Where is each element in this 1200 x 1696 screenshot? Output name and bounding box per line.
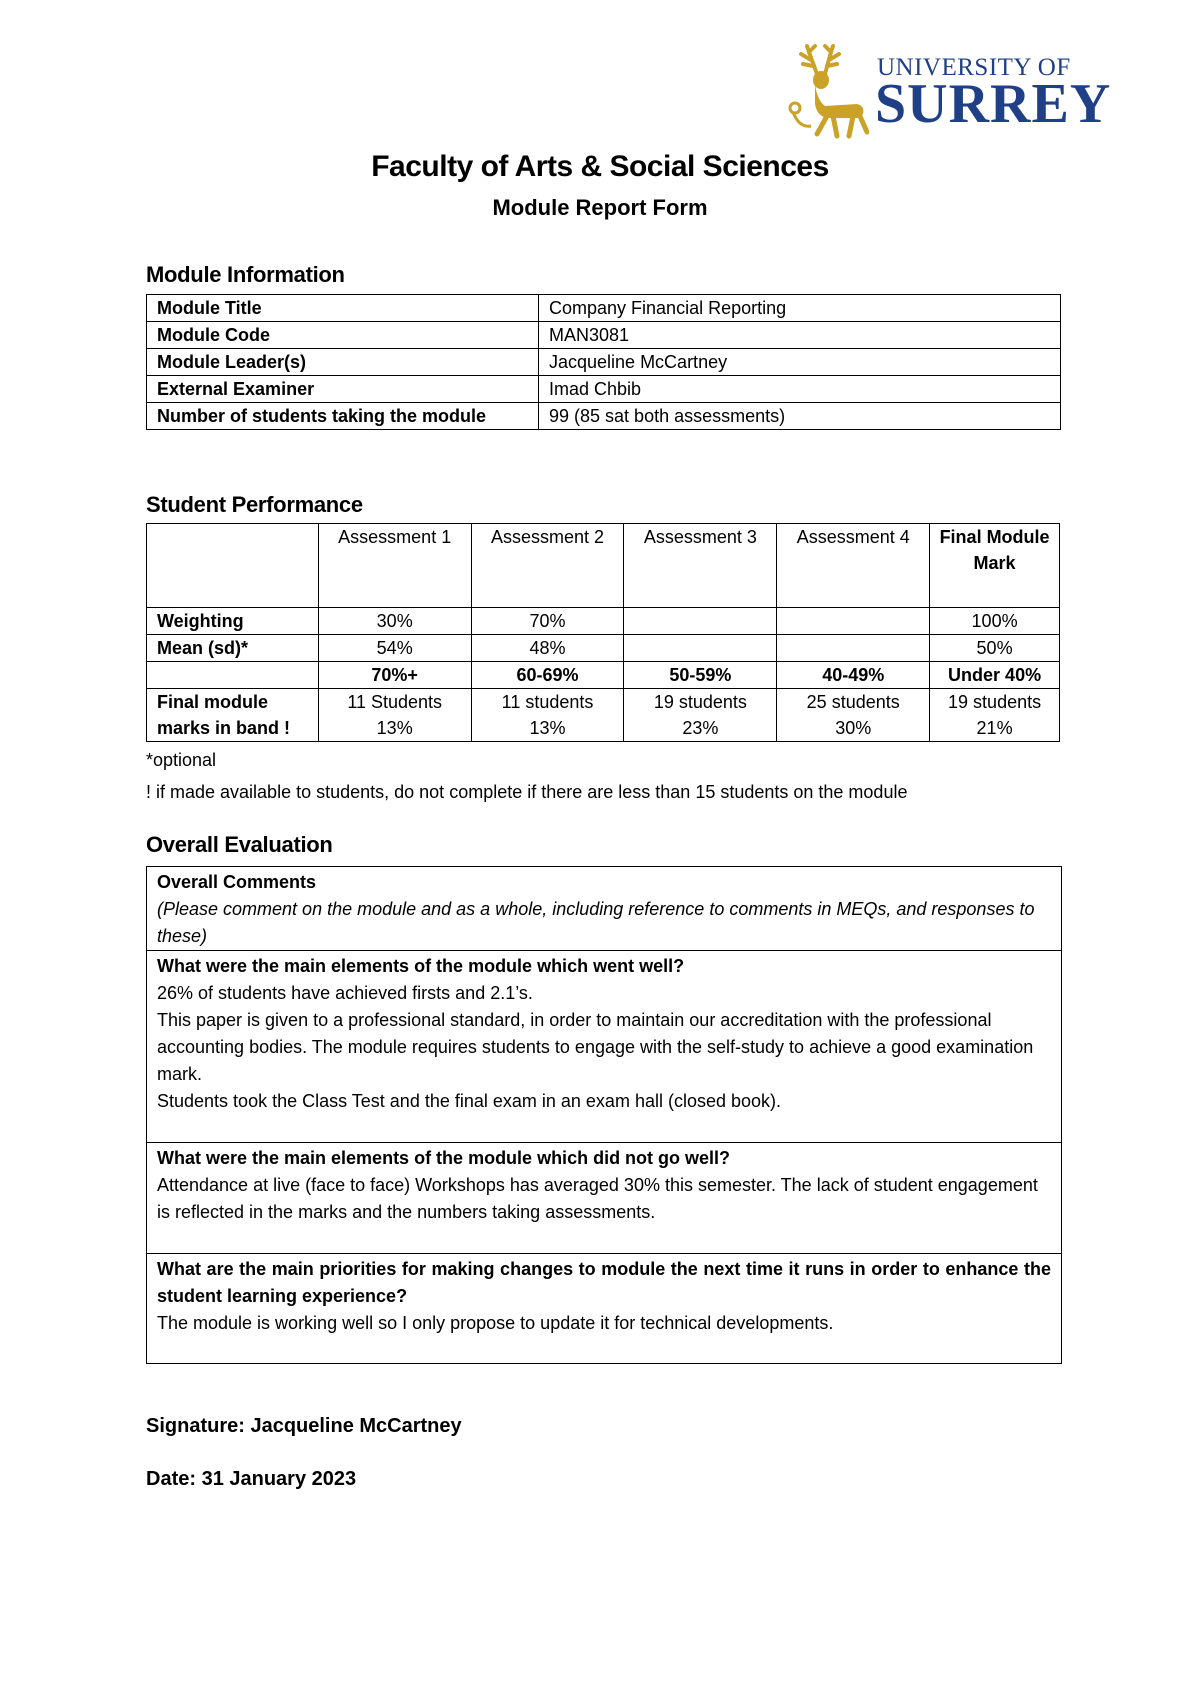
table-cell: 50% bbox=[930, 635, 1060, 662]
column-header: Final Module Mark bbox=[930, 524, 1060, 608]
band-count: 19 students bbox=[653, 692, 747, 712]
module-info-table bbox=[146, 294, 1061, 430]
table-cell bbox=[318, 689, 471, 742]
mean-label: Mean (sd)* bbox=[147, 635, 319, 662]
table-row bbox=[147, 608, 1060, 635]
table-cell bbox=[624, 608, 777, 635]
table-cell bbox=[147, 524, 319, 608]
student-count-label: Number of students taking the module bbox=[147, 403, 539, 430]
external-examiner-value: Imad Chbib bbox=[539, 376, 1061, 403]
priorities-cell bbox=[147, 1253, 1061, 1363]
signature: Signature: Jacqueline McCartney bbox=[146, 1415, 462, 1437]
module-code-value: MAN3081 bbox=[539, 322, 1061, 349]
university-logo bbox=[787, 44, 1112, 140]
band-header: 40-49% bbox=[777, 662, 930, 689]
logo-line-1: UNIVERSITY OF bbox=[877, 54, 1071, 81]
table-cell bbox=[777, 608, 930, 635]
external-examiner-label: External Examiner bbox=[147, 376, 539, 403]
priorities-question: What are the main priorities for making changes to module the next time it runs in order to enhance the student learning experience? bbox=[157, 1259, 1051, 1306]
evaluation-heading: Overall Evaluation bbox=[146, 832, 333, 857]
table-row bbox=[147, 403, 1061, 430]
table-row bbox=[147, 662, 1060, 689]
went-well-line: 26% of students have achieved firsts and 2.1’s. bbox=[157, 983, 533, 1003]
column-header: Assessment 1 bbox=[318, 524, 471, 608]
table-cell bbox=[471, 689, 624, 742]
table-row bbox=[147, 635, 1060, 662]
band-header: 50-59% bbox=[624, 662, 777, 689]
band-row-label-line-2: marks in band ! bbox=[157, 718, 291, 738]
band-note: ! if made available to students, do not complete if there are less than 15 students on the module bbox=[146, 782, 908, 802]
band-count: 11 Students bbox=[347, 692, 443, 712]
student-count-value: 99 (85 sat both assessments) bbox=[539, 403, 1061, 430]
document-subtitle: Module Report Form bbox=[492, 195, 708, 220]
went-well-line: Students took the Class Test and the final exam in an exam hall (closed book). bbox=[157, 1091, 782, 1111]
stag-icon bbox=[787, 44, 869, 140]
table-row bbox=[147, 349, 1061, 376]
band-row-label-line-1: Final module bbox=[157, 692, 269, 712]
band-header: Under 40% bbox=[930, 662, 1060, 689]
overall-comments-title: Overall Comments bbox=[157, 872, 317, 892]
table-cell: 54% bbox=[318, 635, 471, 662]
band-percent: 21% bbox=[976, 718, 1013, 738]
table-row bbox=[147, 524, 1060, 608]
band-percent: 30% bbox=[835, 718, 872, 738]
priorities-text: The module is working well so I only propose to update it for technical developments. bbox=[157, 1313, 834, 1333]
went-well-question: What were the main elements of the module which went well? bbox=[157, 956, 685, 976]
module-title-value: Company Financial Reporting bbox=[539, 295, 1061, 322]
went-well-line: This paper is given to a professional standard, in order to maintain our accreditation with the professional accounting bodies. The module requires students to engage with the self-study to achieve a good examination mark. bbox=[157, 1010, 1034, 1084]
module-leader-label: Module Leader(s) bbox=[147, 349, 539, 376]
not-well-text: Attendance at live (face to face) Workshops has averaged 30% this semester. The lack of student engagement is reflected in the marks and the numbers taking assessments. bbox=[157, 1175, 1038, 1222]
column-header: Assessment 2 bbox=[471, 524, 624, 608]
module-leader-value: Jacqueline McCartney bbox=[539, 349, 1061, 376]
table-cell bbox=[777, 689, 930, 742]
band-header: 60-69% bbox=[471, 662, 624, 689]
table-cell: 48% bbox=[471, 635, 624, 662]
not-well-cell bbox=[147, 1142, 1061, 1253]
table-row bbox=[147, 295, 1061, 322]
table-cell bbox=[777, 635, 930, 662]
table-cell bbox=[147, 662, 319, 689]
table-row bbox=[147, 322, 1061, 349]
module-title-label: Module Title bbox=[147, 295, 539, 322]
overall-comments-cell bbox=[147, 867, 1061, 950]
module-info-heading: Module Information bbox=[146, 262, 345, 287]
table-cell: 30% bbox=[318, 608, 471, 635]
table-row bbox=[147, 376, 1061, 403]
logo-line-2: SURREY bbox=[875, 73, 1112, 135]
band-percent: 13% bbox=[529, 718, 566, 738]
table-cell bbox=[624, 635, 777, 662]
band-percent: 23% bbox=[682, 718, 719, 738]
module-code-label: Module Code bbox=[147, 322, 539, 349]
band-count: 19 students bbox=[948, 692, 1042, 712]
table-cell: 70% bbox=[471, 608, 624, 635]
table-cell: 100% bbox=[930, 608, 1060, 635]
date: Date: 31 January 2023 bbox=[146, 1468, 357, 1490]
performance-table bbox=[146, 523, 1060, 742]
went-well-cell bbox=[147, 950, 1061, 1142]
band-percent: 13% bbox=[376, 718, 413, 738]
band-row-label bbox=[147, 689, 319, 742]
table-cell bbox=[930, 689, 1060, 742]
document-title: Faculty of Arts & Social Sciences bbox=[371, 150, 829, 183]
column-header: Assessment 3 bbox=[624, 524, 777, 608]
optional-note: *optional bbox=[146, 750, 217, 770]
overall-comments-hint: (Please comment on the module and as a whole, including reference to comments in MEQs, and responses to these) bbox=[157, 899, 1035, 946]
table-row bbox=[147, 689, 1060, 742]
band-count: 25 students bbox=[806, 692, 900, 712]
not-well-question: What were the main elements of the module which did not go well? bbox=[157, 1148, 731, 1168]
evaluation-box bbox=[146, 866, 1062, 1364]
band-header: 70%+ bbox=[318, 662, 471, 689]
column-header: Assessment 4 bbox=[777, 524, 930, 608]
weighting-label: Weighting bbox=[147, 608, 319, 635]
band-count: 11 students bbox=[501, 692, 594, 712]
performance-heading: Student Performance bbox=[146, 492, 363, 517]
table-cell bbox=[624, 689, 777, 742]
